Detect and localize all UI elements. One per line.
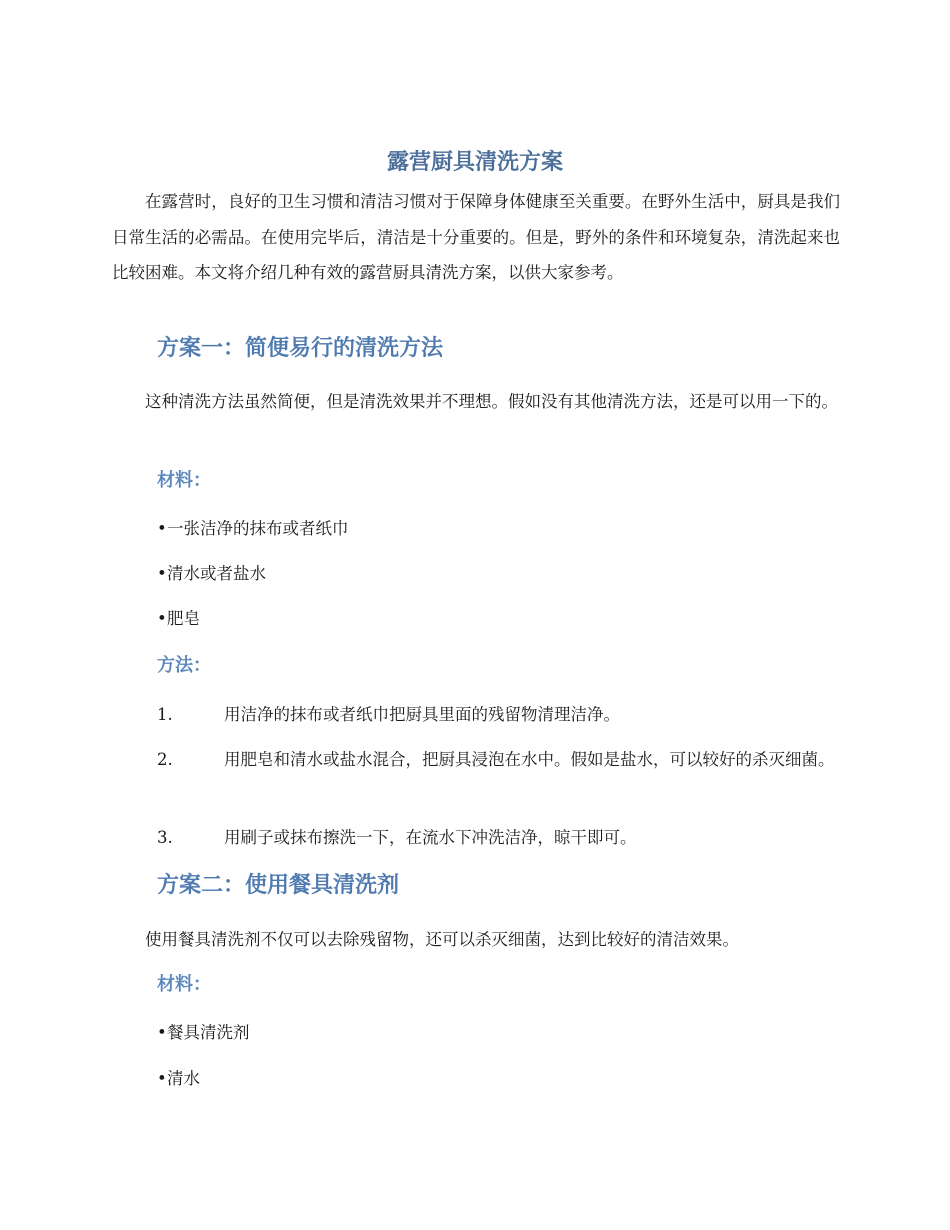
intro-paragraph: 在露营时，良好的卫生习惯和清洁习惯对于保障身体健康至关重要。在野外生活中，厨具是我们日常生活的必需品。在使用完毕后，清洁是十分重要的。但是，野外的条件和环境复杂，清洗起来也比较困难。本文将介绍几种有效的露营厨具清洗方案，以供大家参考。 [112, 192, 840, 282]
list-item [157, 1019, 250, 1047]
plan2-heading: 方案二：使用餐具清洗剂 [157, 873, 400, 898]
list-item [157, 1065, 200, 1093]
step-number: 2. [157, 750, 173, 769]
plan1-materials-heading: 材料： [157, 470, 211, 491]
step-number: 1. [157, 705, 173, 724]
bullet-marker: • [157, 1023, 167, 1042]
bullet-marker: • [157, 1069, 167, 1088]
plan1-description: 这种清洗方法虽然简便，但是清洗效果并不理想。假如没有其他清洗方法，还是可以用一下的。 [145, 392, 838, 411]
bullet-marker: • [157, 519, 167, 538]
list-item [157, 560, 266, 588]
list-item [157, 605, 200, 633]
step-number: 3. [157, 828, 173, 847]
plan1-heading: 方案一：简便易行的清洗方法 [157, 336, 444, 361]
method-step [112, 820, 840, 856]
list-item [157, 515, 349, 543]
step-text: 用肥皂和清水或盐水混合，把厨具浸泡在水中。假如是盐水，可以较好的杀灭细菌。 [224, 750, 835, 769]
list-item-text: 一张洁净的抹布或者纸巾 [167, 519, 349, 538]
method-step [112, 742, 840, 778]
step-text: 用洁净的抹布或者纸巾把厨具里面的残留物清理洁净。 [224, 705, 620, 724]
method-step [112, 697, 840, 733]
bullet-marker: • [157, 564, 167, 583]
plan2-description: 使用餐具清洗剂不仅可以去除残留物，还可以杀灭细菌，达到比较好的清洁效果。 [145, 930, 739, 949]
list-item-text: 餐具清洗剂 [167, 1023, 250, 1042]
plan2-materials-heading: 材料： [157, 974, 211, 995]
list-item-text: 肥皂 [167, 609, 200, 628]
list-item-text: 清水 [167, 1069, 200, 1088]
bullet-marker: • [157, 609, 167, 628]
plan1-method-heading: 方法： [157, 655, 211, 676]
document-title: 露营厨具清洗方案 [386, 150, 563, 175]
step-text: 用刷子或抹布擦洗一下，在流水下冲洗洁净，晾干即可。 [224, 828, 637, 847]
list-item-text: 清水或者盐水 [167, 564, 266, 583]
